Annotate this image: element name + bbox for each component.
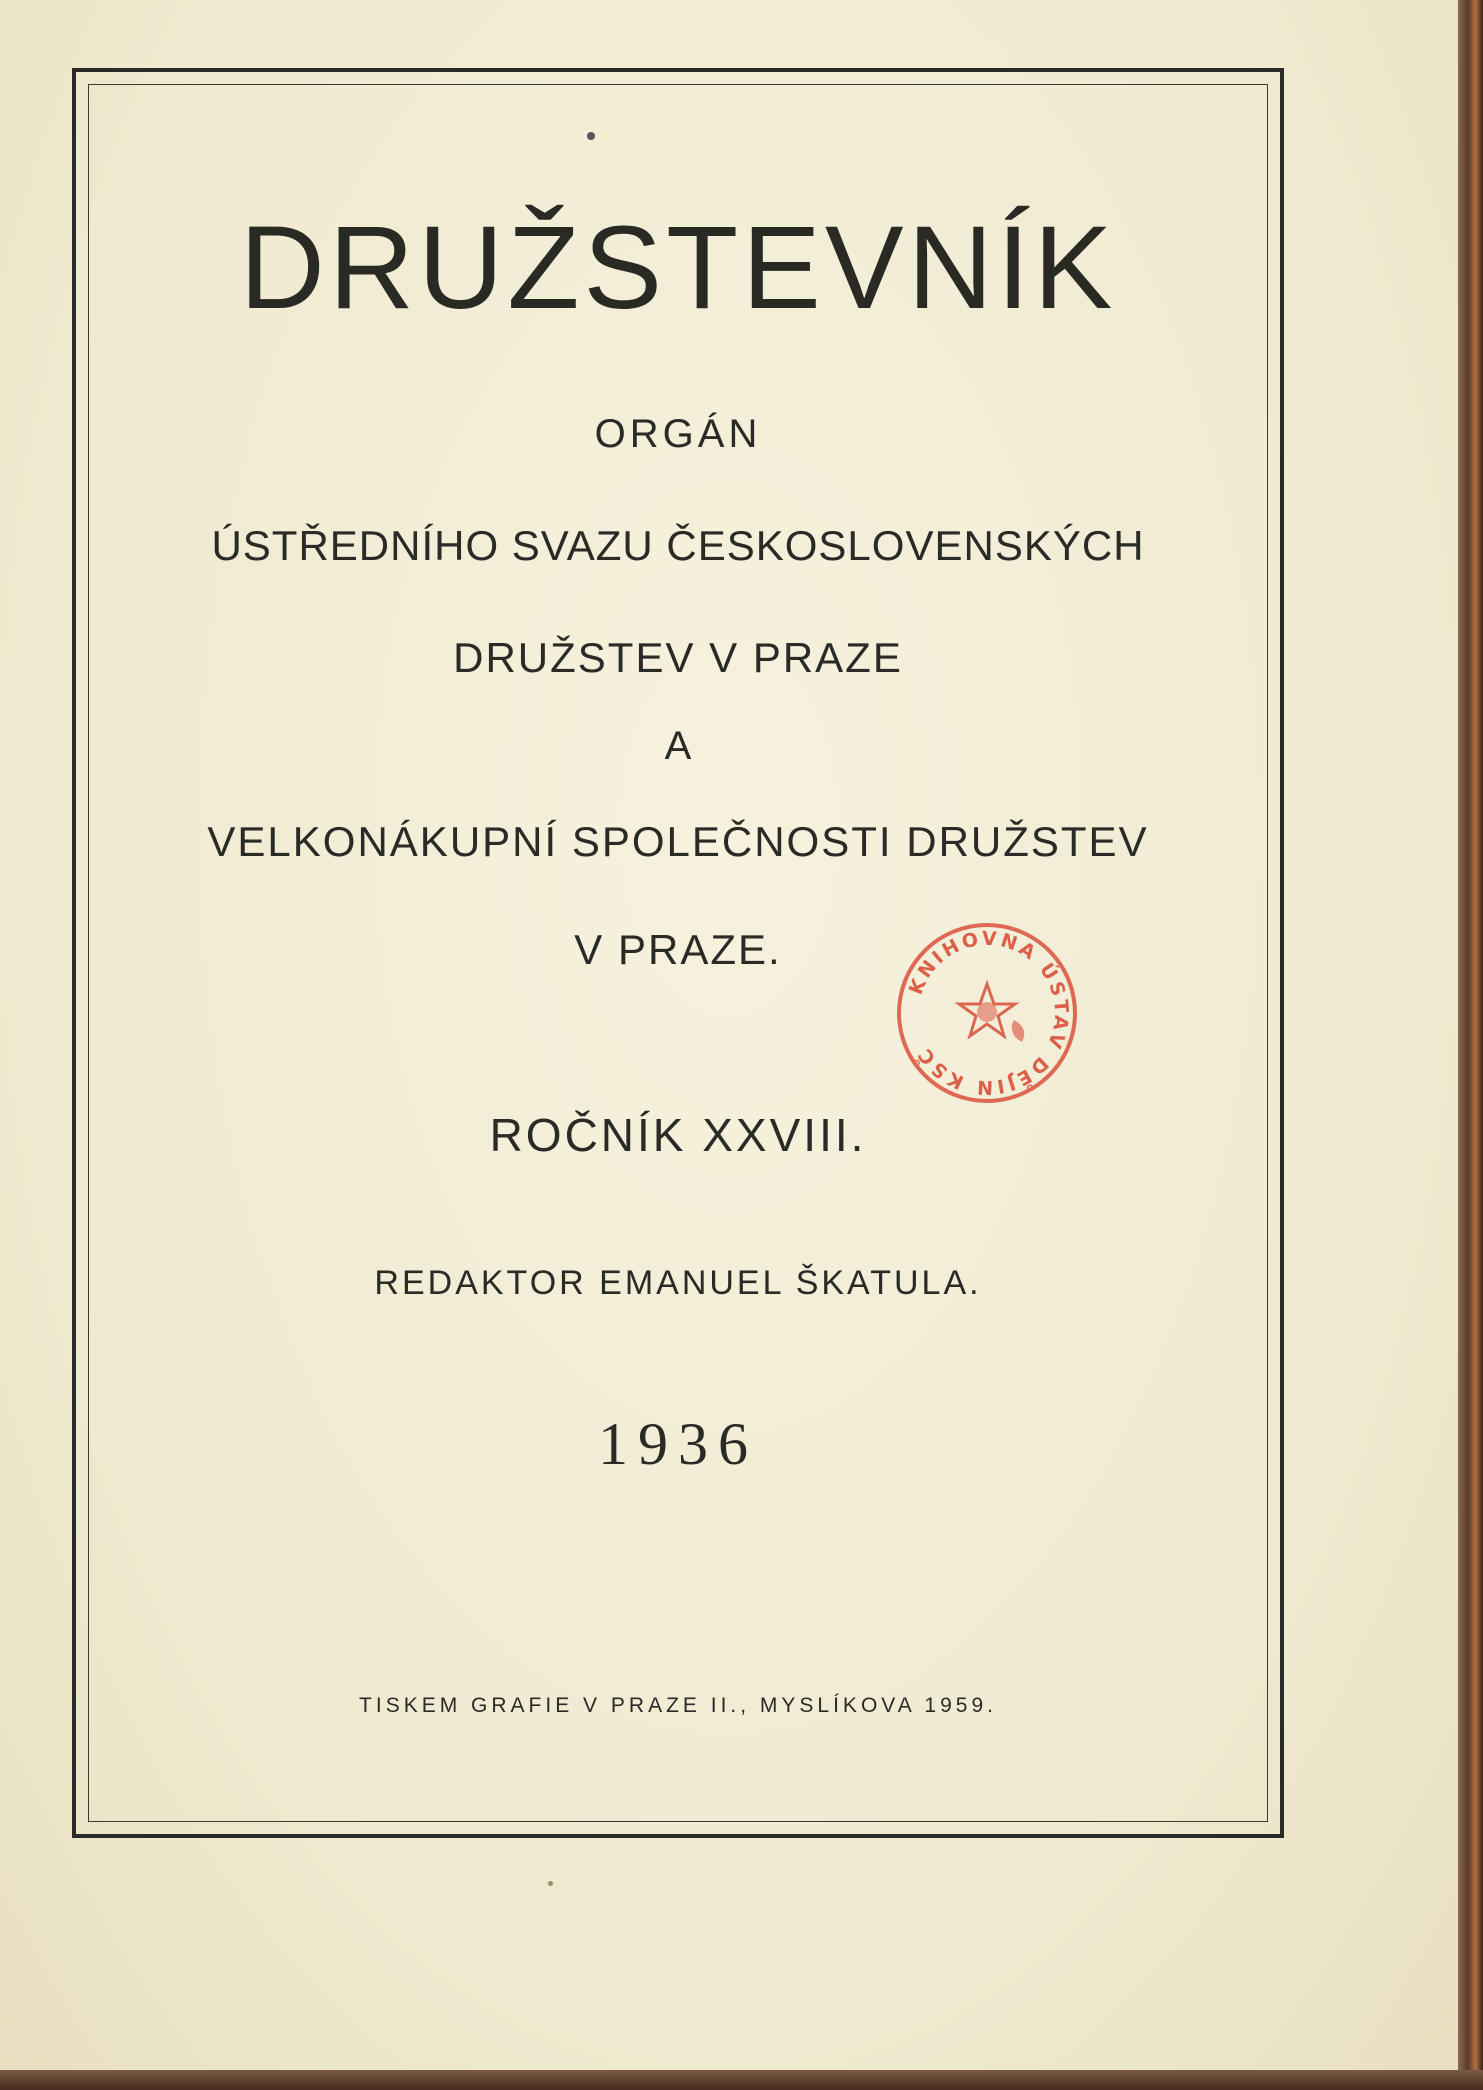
publisher-line-2: DRUŽSTEV V PRAZE bbox=[453, 634, 903, 681]
organ-label: ORGÁN bbox=[594, 412, 762, 456]
book-edge-bottom bbox=[0, 2070, 1483, 2090]
printer-line: TISKEM GRAFIE V PRAZE II., MYSLÍKOVA 1959. bbox=[359, 1694, 997, 1717]
volume-number: ROČNÍK XXVIII. bbox=[489, 1109, 867, 1161]
ink-speck bbox=[548, 1881, 553, 1886]
stamp-text: KNIHOVNA ÚSTAV DĚJIN KSČ bbox=[904, 927, 1073, 1099]
publisher-line-1: ÚSTŘEDNÍHO SVAZU ČESKOSLOVENSKÝCH bbox=[211, 522, 1145, 569]
publisher-line-3: A bbox=[664, 724, 692, 768]
book-edge-right bbox=[1458, 0, 1483, 2090]
ink-speck bbox=[587, 132, 595, 140]
publication-year: 1936 bbox=[598, 1411, 758, 1477]
star-emblem-icon bbox=[959, 984, 1024, 1042]
journal-title: DRUŽSTEVNÍK bbox=[239, 202, 1117, 334]
library-stamp bbox=[894, 920, 1080, 1106]
publisher-line-4: VELKONÁKUPNÍ SPOLEČNOSTI DRUŽSTEV bbox=[207, 818, 1149, 865]
publisher-line-5: V PRAZE. bbox=[574, 926, 782, 973]
editor-line: REDAKTOR EMANUEL ŠKATULA. bbox=[374, 1264, 982, 1302]
